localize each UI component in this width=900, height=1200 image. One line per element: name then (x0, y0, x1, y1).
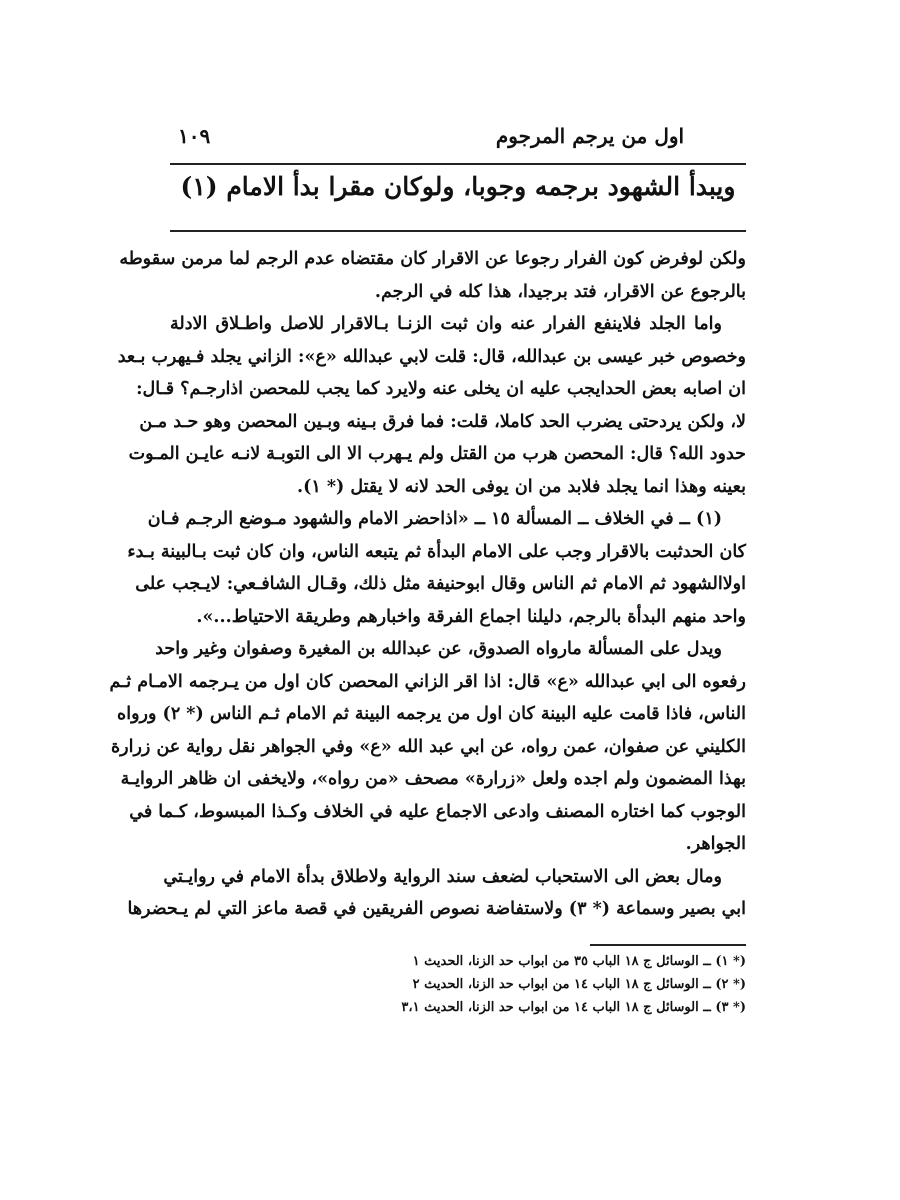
body-line: بهذا المضمون ولم اجده ولعل «زرارة» مصحف «من رواه»، ولايخفى ان ظاهر الروايـة (120, 769, 746, 789)
body-line: الجواهر. (685, 834, 746, 854)
body-line: ولكن لوفرض كون الفرار رجوعا عن الاقرار كان مقتضاه عدم الرجم لما مرمن سقوطه (119, 249, 746, 269)
body-line: الناس، فاذا قامت عليه البينة كان اول من يرجمه البينة ثم الامام ثـم الناس (* ٢) ورواه (117, 704, 746, 724)
body-line: واحد منهم البدأة بالرجم، دليلنا اجماع الفرقة واخبارهم وطريقة الاحتياط...». (196, 606, 746, 627)
body-line: واما الجلد فلاينفع الفرار عنه وان ثبت الزنـا بـالاقرار للاصل واطـلاق الادلة (170, 314, 722, 334)
running-title: اول من يرجم المرجوم (495, 124, 685, 148)
body-line: ابي بصير وسماعة (* ٣) ولاستفاضة نصوص الفريقين في قصة ماعز التي لم يـحضرها (127, 899, 746, 919)
body-line: (١) ــ في الخلاف ــ المسألة ١٥ ــ «اذاحضر الامام والشهود مـوضع الرجـم فـان (147, 509, 722, 529)
footnote: (* ١) ــ الوسائل ج ١٨ الباب ٣٥ من ابواب حد الزنا، الحديث ١ (412, 954, 746, 969)
body-line: بالرجوع عن الاقرار، فتد برجيدا، هذا كله في الرجم. (374, 281, 746, 302)
body-line: وخصوص خبر عيسى بن عبدالله، قال: قلت لابي عبدالله «ع»: الزاني يجلد فـيهرب بـعد (117, 346, 746, 367)
body-line: ان اصابه بعض الحدايجب عليه ان يخلى عنه ولايرد كما يجب للمحصن اذارجـم؟ قـال: (136, 379, 746, 399)
body-line: لا، ولكن يردحتى يضرب الحد كاملا، قلت: فما فرق بـينه وبـين المحصن وهو حـد مـن (139, 411, 746, 432)
body-line: حدود الله؟ قال: المحصن هرب من القتل ولم يـهرب الا الى التوبـة لانـه عايـن المـوت (128, 444, 746, 464)
body-line: الكليني عن صفوان، عمن رواه، عن ابي عبد الله «ع» وفي الجواهر نقل رواية عن زرارة (110, 736, 746, 757)
body-line: ومال بعض الى الاستحباب لضعف سند الرواية ولاطلاق بدأة الامام في روايـتي (163, 866, 722, 887)
body-line: كان الحدثبت بالاقرار وجب على الامام البدأة ثم يتبعه الناس، وان كان ثبت بـالبينة بـدء (127, 541, 746, 562)
body-text (109, 243, 746, 923)
body-line: اولاالشهود ثم الامام ثم الناس وقال ابوحنيفة مثل ذلك، وقـال الشافـعي: لايـجب على (135, 574, 746, 594)
heading-rule (170, 230, 746, 232)
footnote-rule (590, 944, 746, 946)
body-line: بعينه وهذا انما يجلد فلابد من ان يوفى الحد لانه لا يقتل (* ١). (296, 476, 746, 497)
body-line: الوجوب كما اختاره المصنف وادعى الاجماع عليه في الخلاف وكـذا المبسوط، كـما في (129, 801, 746, 822)
footnote: (* ٢) ــ الوسائل ج ١٨ الباب ١٤ من ابواب حد الزنا، الحديث ٢ (412, 977, 746, 992)
body-line: رفعوه الى ابي عبدالله «ع» قال: اذا اقر الزاني المحصن كان اول من يـرجمه الامـام ثـم (109, 671, 746, 692)
chapter-heading: ويبدأ الشهود برجمه وجوبا، ولوكان مقرا بدأ الامام (١) (180, 172, 736, 201)
header-rule (170, 163, 746, 165)
body-line: ويدل على المسألة مارواه الصدوق، عن عبدالله بن المغيرة وصفوان وغير واحد (155, 639, 722, 659)
page-number: ١٠٩ (178, 124, 211, 148)
footnote: (* ٣) ــ الوسائل ج ١٨ الباب ١٤ من ابواب حد الزنا، الحديث ٣،١ (401, 1000, 746, 1015)
footnotes (340, 950, 746, 1019)
